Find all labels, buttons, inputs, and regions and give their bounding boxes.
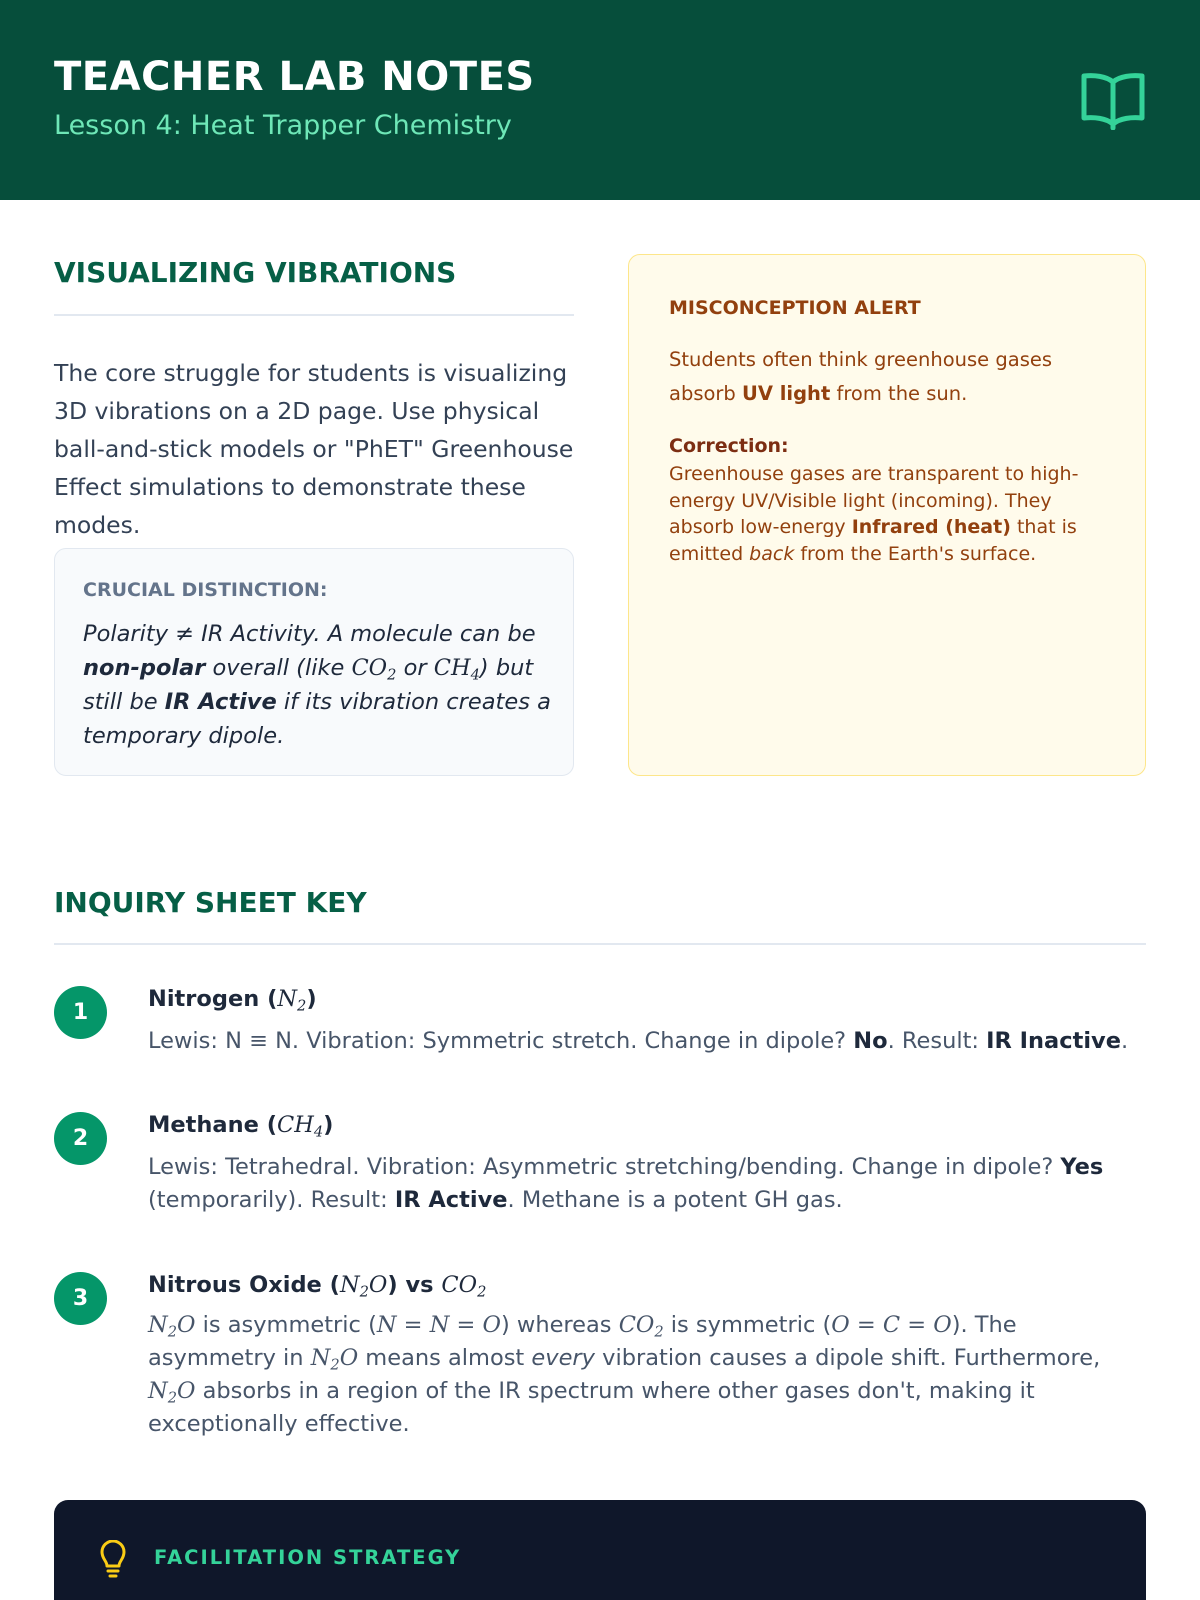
distinction-text: Polarity ≠ IR Activity. A molecule can be non-polar overall (like $CO_2$ or $CH_4$) but still be IR Active if its vibration creates a temporary dipole. [83, 621, 551, 749]
facilitation-title: FACILITATION STRATEGY [154, 1546, 462, 1569]
alert-text: Students often think greenhouse gases absorb UV light from the sun. [669, 348, 1053, 405]
page-title: TEACHER LAB NOTES [54, 54, 535, 100]
correction-text: Greenhouse gases are transparent to high-energy UV/Visible light (incoming). They absorb low-energy Infrared (heat) that is emitted back from the Earth's surface. [669, 463, 1079, 565]
section-divider [54, 943, 1146, 945]
item-title: Nitrous Oxide $(N_2O)$ vs $CO_2$ [148, 1272, 487, 1301]
open-book-icon [1080, 70, 1146, 130]
item-number-badge: 3 [54, 1272, 107, 1325]
lightbulb-icon [98, 1540, 128, 1580]
distinction-label: CRUCIAL DISTINCTION: [83, 579, 328, 601]
section-divider [54, 314, 574, 316]
item-body: Lewis: N ≡ N. Vibration: Symmetric stretch. Change in dipole? No. Result: IR Inactive. [148, 1028, 1129, 1054]
alert-title: MISCONCEPTION ALERT [669, 297, 921, 319]
item-number-badge: 2 [54, 1112, 107, 1165]
item-title: Nitrogen $(N_2)$ [148, 986, 317, 1015]
facilitation-panel [54, 1500, 1146, 1600]
vibrations-intro: The core struggle for students is visualizing 3D vibrations on a 2D page. Use physical ball-and-stick models or "PhET" Greenhouse Effect simulations to demonstrate these modes. [54, 359, 574, 539]
vibrations-heading: VISUALIZING VIBRATIONS [54, 256, 457, 289]
crucial-distinction-card [54, 548, 574, 776]
misconception-alert-card [628, 254, 1146, 776]
item-body: Lewis: Tetrahedral. Vibration: Asymmetric stretching/bending. Change in dipole? Yes (temporarily). Result: IR Active. Methane is a potent GH gas. [148, 1154, 1104, 1213]
page-header [0, 0, 1200, 200]
item-body: $N_2O$ is asymmetric (N = N = O) whereas $CO_2$ is symmetric (O = C = O). The asymmetry in $N_2O$ means almost every vibration causes a dipole shift. Furthermore, $N_2O$ absorbs in a region of the IR spectrum where other gases don't, making it exceptionally effective. [148, 1312, 1101, 1437]
item-title: Methane $(CH_4)$ [148, 1112, 334, 1141]
inquiry-heading: INQUIRY SHEET KEY [54, 886, 367, 919]
lesson-subtitle: Lesson 4: Heat Trapper Chemistry [54, 110, 512, 141]
item-number-badge: 1 [54, 986, 107, 1039]
correction-label: Correction: [669, 435, 789, 457]
